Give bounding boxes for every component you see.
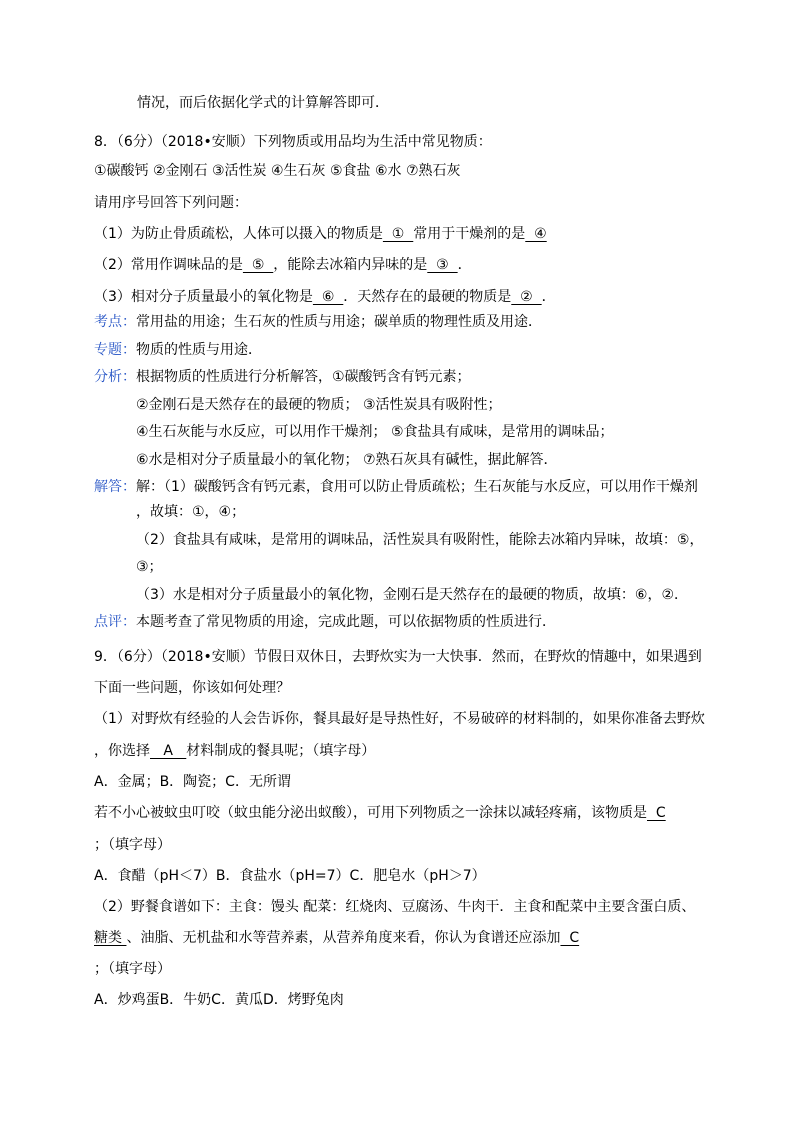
- answer-blank: C: [647, 805, 666, 821]
- question-text: （1）为防止骨质疏松，人体可以摄入的物质是: [94, 226, 383, 242]
- question-9-heading: 下面一些问题，你该如何处理？: [94, 680, 290, 696]
- jieda-line: （2）食盐具有咸味，是常用的调味品，活性炭具有吸附性，能除去冰箱内异味，故填：⑤，: [136, 532, 704, 548]
- fenxi-line: ②金刚石是天然存在的最硬的物质； ③活性炭具有吸附性；: [136, 397, 502, 413]
- question-8-part-3: [94, 287, 556, 307]
- zhuanti-text: 物质的性质与用途．: [136, 342, 262, 358]
- question-9-part-1: ；（填字母）: [94, 837, 171, 853]
- answer-blank: ⑥: [312, 289, 344, 305]
- fenxi-label: 分析：: [94, 369, 136, 385]
- question-9-options: A．金属；B．陶瓷；C．无所谓: [94, 774, 291, 790]
- question-text: 材料制成的餐具呢；（填字母）: [186, 743, 376, 759]
- fenxi-line: [94, 367, 471, 387]
- question-9-part-1: [94, 741, 375, 761]
- question-8-part-2: [94, 255, 472, 275]
- question-9-part-2: [94, 928, 579, 948]
- dianping-text: 本题考查了常见物质的用途，完成此题，可以依据物质的性质进行．: [136, 614, 556, 630]
- question-8-items: ①碳酸钙 ②金刚石 ③活性炭 ④生石灰 ⑤食盐 ⑥水 ⑦熟石灰: [94, 163, 461, 179]
- question-text: （2）常用作调味品的是: [94, 257, 243, 273]
- question-text: ，能除去冰箱内异味的是: [273, 257, 428, 273]
- question-8-heading: 8．（6分）（2018•安顺）下列物质或用品均为生活中常见物质：: [94, 134, 492, 150]
- question-text: ．: [457, 257, 472, 273]
- question-9-part-1: [94, 803, 666, 823]
- zhuanti-label: 专题：: [94, 342, 136, 358]
- kaodian-label: 考点：: [94, 314, 136, 330]
- answer-blank: ④: [525, 226, 547, 242]
- zhuanti-line: [94, 340, 262, 360]
- question-8-part-1: [94, 224, 547, 244]
- answer-blank: ⑤: [242, 257, 274, 273]
- question-text: 、油脂、无机盐和水等营养素，从营养角度来看，你认为食谱还应添加: [126, 930, 561, 946]
- answer-blank: 糖类: [94, 930, 127, 946]
- fenxi-line: ⑥水是相对分子质量最小的氧化物； ⑦熟石灰具有碱性，据此解答．: [136, 452, 558, 468]
- question-text: ，你选择: [94, 743, 150, 759]
- fenxi-text: 根据物质的性质进行分析解答，①碳酸钙含有钙元素；: [136, 369, 471, 385]
- question-9-options: A．炒鸡蛋B．牛奶C．黄瓜D．烤野兔肉: [94, 992, 344, 1008]
- question-8-prompt: 请用序号回答下列问题：: [94, 195, 248, 211]
- jieda-label: 解答：: [94, 479, 136, 495]
- kaodian-line: [94, 312, 542, 332]
- answer-blank: ③: [427, 257, 458, 273]
- dianping-line: [94, 612, 556, 632]
- question-9-options: A．食醋（pH＜7）B．食盐水（pH=7）C．肥皂水（pH＞7）: [94, 868, 486, 884]
- fenxi-line: ④生石灰能与水反应，可以用作干燥剂； ⑤食盐具有咸味，是常用的调味品；: [136, 424, 614, 440]
- question-9-part-2: ；（填字母）: [94, 961, 171, 977]
- answer-blank: ①: [382, 226, 414, 242]
- question-text: 常用于干燥剂的是: [413, 226, 526, 242]
- kaodian-text: 常用盐的用途；生石灰的性质与用途；碳单质的物理性质及用途．: [136, 314, 542, 330]
- question-text: ．天然存在的最硬的物质是: [343, 289, 512, 305]
- question-text: （3）相对分子质量最小的氧化物是: [94, 289, 313, 305]
- question-text: 若不小心被蚊虫叮咬（蚊虫能分泌出蚁酸），可用下列物质之一涂抹以减轻疼痛，该物质是: [94, 805, 647, 821]
- jieda-line: ，故填：①，④；: [136, 504, 246, 520]
- answer-blank: ②: [511, 289, 542, 305]
- jieda-text: 解：（1）碳酸钙含有钙元素，食用可以防止骨质疏松；生石灰能与水反应，可以用作干燥剂: [136, 479, 698, 495]
- question-9-part-1: （1）对野炊有经验的人会告诉你，餐具最好是导热性好，不易破碎的材料制的，如果你准备去野炊: [94, 711, 705, 727]
- question-text: ．: [541, 289, 556, 305]
- jieda-line: （3）水是相对分子质量最小的氧化物，金刚石是天然存在的最硬的物质，故填：⑥，②．: [136, 587, 689, 603]
- question-9-part-2: （2）野餐食谱如下：主食：馒头 配菜：红烧肉、豆腐汤、牛肉干．主食和配菜中主要含蛋白质、: [94, 899, 696, 915]
- jieda-line: ③；: [136, 559, 163, 575]
- answer-blank: A: [150, 743, 187, 759]
- question-9-heading: 9．（6分）（2018•安顺）节假日双休日，去野炊实为一大快事．然而，在野炊的情趣中，如果遇到: [94, 649, 702, 665]
- text-line: 情况，而后依据化学式的计算解答即可．: [137, 95, 389, 111]
- answer-blank: C: [560, 930, 580, 946]
- dianping-label: 点评：: [94, 614, 136, 630]
- jieda-line: [94, 477, 698, 497]
